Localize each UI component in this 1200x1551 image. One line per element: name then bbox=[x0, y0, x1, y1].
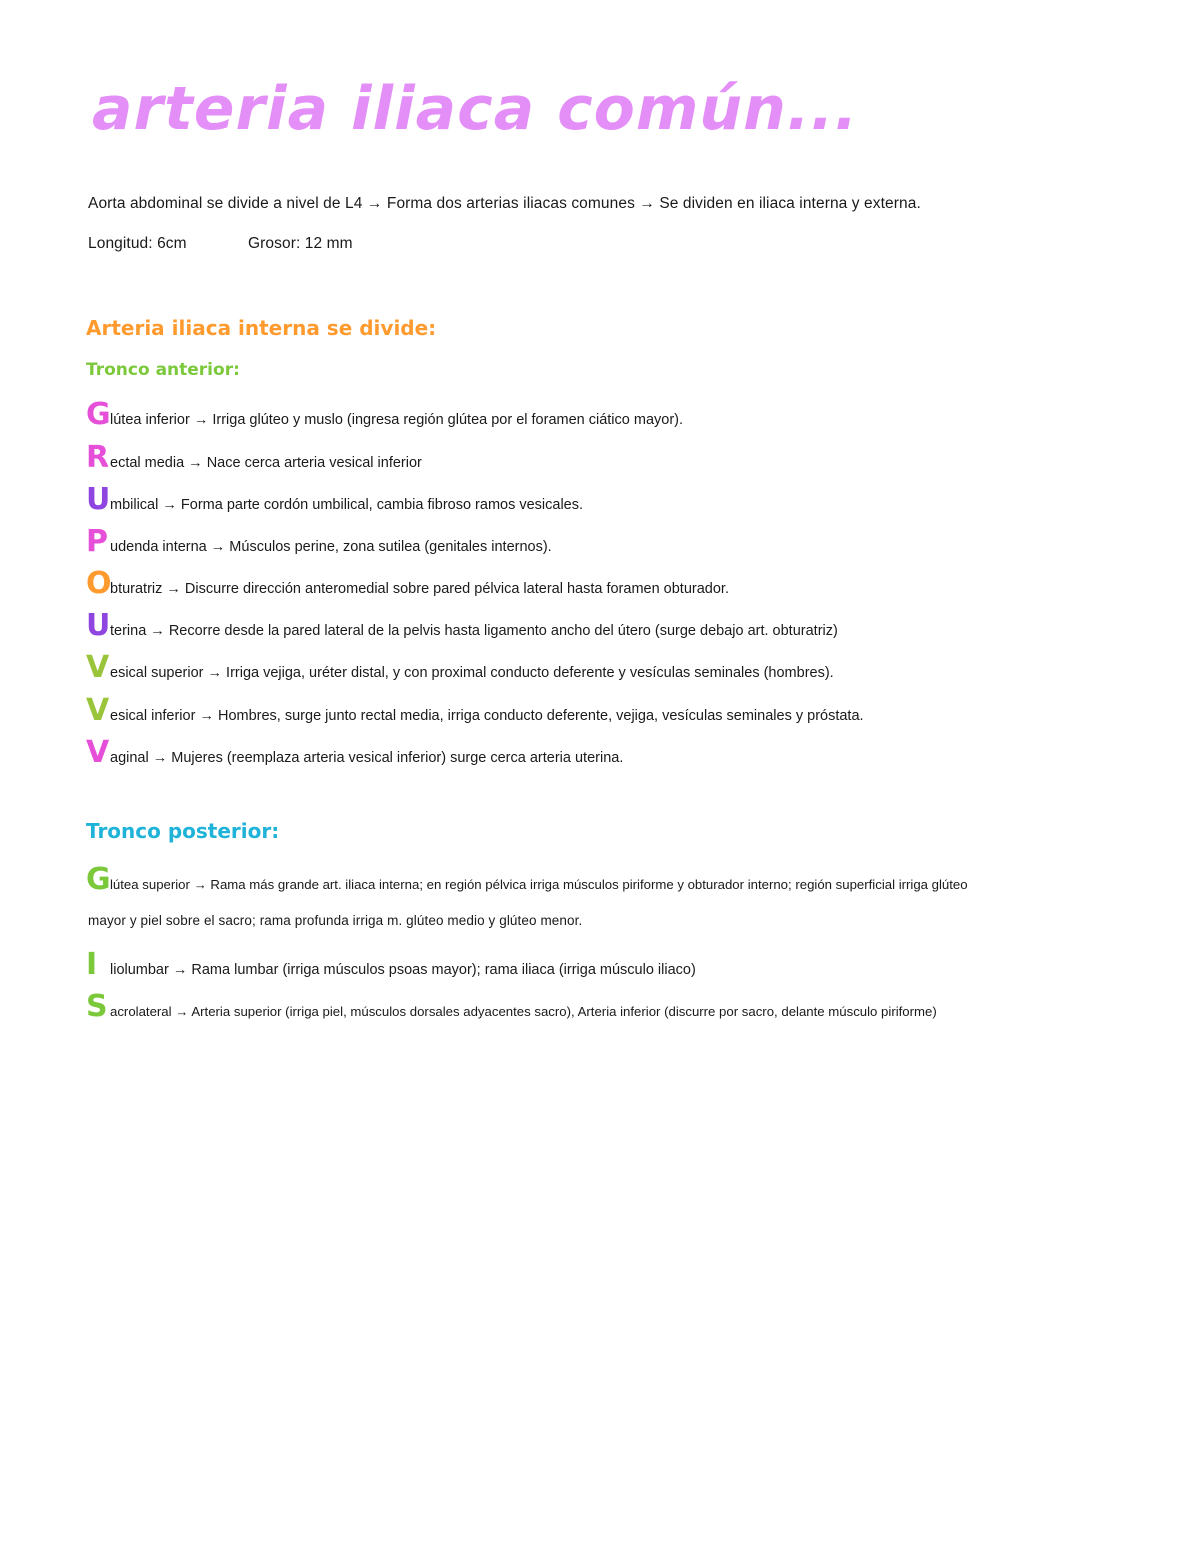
mnemonic-letter: V bbox=[86, 650, 110, 685]
mnemonic-letter: I bbox=[86, 947, 98, 982]
list-item bbox=[86, 859, 968, 895]
list-item bbox=[86, 732, 623, 768]
page-title bbox=[92, 74, 858, 144]
item-description: esical inferior → Hombres, surge junto rectal media, irriga conducto deferente, vejiga, vesículas seminales y próstata. bbox=[110, 708, 864, 724]
list-item bbox=[86, 605, 838, 641]
item-description: lútea inferior → Irriga glúteo y muslo (ingresa región glútea por el foramen ciático mayor). bbox=[110, 412, 684, 428]
item-description: acrolateral → Arteria superior (irriga piel, músculos dorsales adyacentes sacro), Arteria inferior (discurre por sacro, delante músculo piriforme) bbox=[110, 1004, 937, 1019]
list-item bbox=[86, 521, 552, 557]
mnemonic-letter: G bbox=[86, 397, 111, 432]
mnemonic-letter: V bbox=[86, 735, 110, 770]
item-description: udenda interna → Músculos perine, zona sutilea (genitales internos). bbox=[110, 539, 552, 555]
item-description: bturatriz → Discurre dirección anteromedial sobre pared pélvica lateral hasta foramen obturador. bbox=[110, 581, 729, 597]
length-note: Longitud: 6cm bbox=[88, 235, 187, 252]
item-description: ectal media → Nace cerca arteria vesical inferior bbox=[110, 455, 422, 471]
list-item bbox=[86, 986, 937, 1022]
mnemonic-letter: P bbox=[86, 524, 108, 559]
title-dots: ... bbox=[786, 74, 859, 144]
title-text: arteria iliaca común bbox=[92, 74, 787, 144]
list-item bbox=[86, 647, 834, 683]
item-description: esical superior → Irriga vejiga, uréter distal, y con proximal conducto deferente y vesículas seminales (hombres). bbox=[110, 665, 834, 681]
list-item bbox=[86, 479, 583, 515]
mnemonic-letter: G bbox=[86, 862, 111, 897]
item-description: liolumbar → Rama lumbar (irriga músculos psoas mayor); rama iliaca (irriga músculo iliaco) bbox=[110, 962, 696, 978]
item-continuation: mayor y piel sobre el sacro; rama profunda irriga m. glúteo medio y glúteo menor. bbox=[88, 913, 583, 928]
mnemonic-letter: R bbox=[86, 440, 110, 475]
intro-line: Aorta abdominal se divide a nivel de L4 → Forma dos arterias iliacas comunes → Se dividen en iliaca interna y externa. bbox=[88, 195, 921, 212]
list-item bbox=[86, 563, 729, 599]
item-description: aginal → Mujeres (reemplaza arteria vesical inferior) surge cerca arteria uterina. bbox=[110, 750, 624, 766]
list-item bbox=[86, 944, 696, 980]
mnemonic-letter: U bbox=[86, 608, 111, 643]
anterior-trunk-heading: Tronco anterior: bbox=[86, 360, 240, 380]
list-item bbox=[86, 437, 422, 473]
internal-iliac-heading: Arteria iliaca interna se divide: bbox=[86, 316, 437, 340]
list-item bbox=[86, 394, 683, 430]
mnemonic-letter: V bbox=[86, 693, 110, 728]
thickness-note: Grosor: 12 mm bbox=[248, 235, 353, 252]
mnemonic-letter: O bbox=[86, 566, 112, 601]
mnemonic-letter: S bbox=[86, 989, 108, 1024]
list-item bbox=[86, 690, 864, 726]
posterior-trunk-heading: Tronco posterior: bbox=[86, 819, 280, 843]
item-description: lútea superior → Rama más grande art. iliaca interna; en región pélvica irriga músculos piriforme y obturador interno; región superficial irriga glúteo bbox=[110, 877, 968, 892]
mnemonic-letter: U bbox=[86, 482, 111, 517]
item-description: mbilical → Forma parte cordón umbilical, cambia fibroso ramos vesicales. bbox=[110, 497, 584, 513]
item-description: terina → Recorre desde la pared lateral de la pelvis hasta ligamento ancho del útero (surge debajo art. obturatriz) bbox=[110, 623, 838, 639]
